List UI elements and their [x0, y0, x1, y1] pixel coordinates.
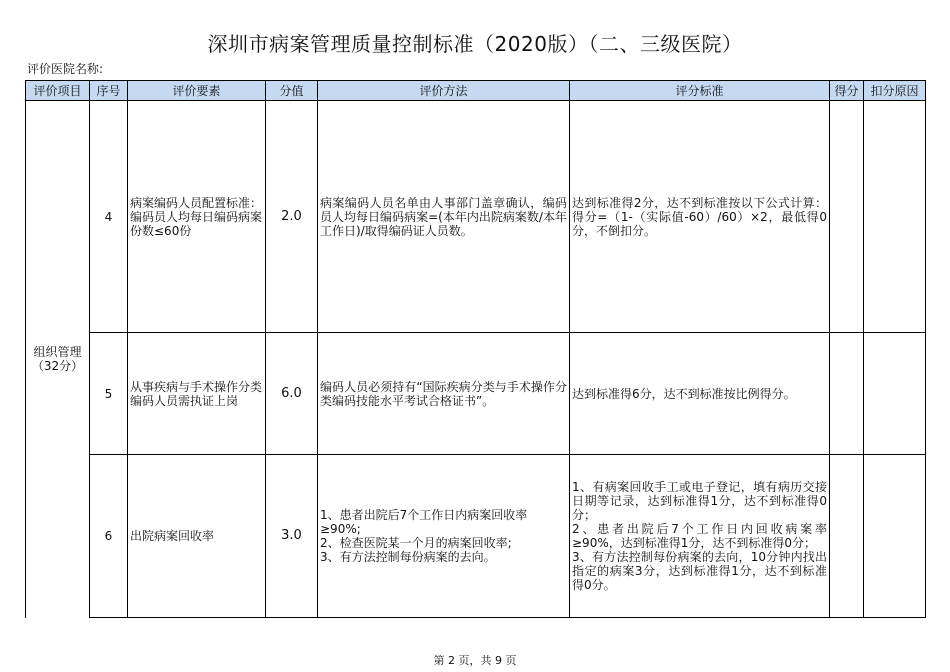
- row-element: 病案编码人员配置标准：编码员人均每日编码病案份数≤60份: [128, 101, 266, 333]
- row-method: 1、患者出院后7个工作日内病案回收率≥90%; 2、检查医院某一个月的病案回收率; 3、有方法控制每份病案的去向。: [318, 455, 570, 618]
- header-scoring-criteria: 评分标准: [570, 81, 830, 101]
- row-score: 6.0: [266, 333, 318, 455]
- header-obtained-score: 得分: [830, 81, 864, 101]
- header-score-value: 分值: [266, 81, 318, 101]
- header-evaluation-method: 评价方法: [318, 81, 570, 101]
- row-deduction-reason: [864, 333, 926, 455]
- row-deduction-reason: [864, 455, 926, 618]
- row-obtained-score: [830, 333, 864, 455]
- header-evaluation-element: 评价要素: [128, 81, 266, 101]
- row-method: 编码人员必须持有“国际疾病分类与手术操作分类编码技能水平考试合格证书”。: [318, 333, 570, 455]
- row-score: 3.0: [266, 455, 318, 618]
- hospital-name-label: 评价医院名称:: [27, 62, 104, 76]
- header-deduction-reason: 扣分原因: [864, 81, 926, 101]
- row-criteria: 1、有病案回收手工或电子登记，填有病历交接日期等记录，达到标准得1分，达不到标准得0分； 2、患者出院后7个工作日内回收病案率≥90%，达到标准得1分，达不到标准得0分； 3、有方法控制每份病案的去向，10分钟内找出指定的病案3分，达到标准得1分，达不到标准得0分。: [570, 455, 830, 618]
- row-element: 出院病案回收率: [128, 455, 266, 618]
- table-row: [26, 101, 926, 333]
- row-obtained-score: [830, 455, 864, 618]
- row-method: 病案编码人员名单由人事部门盖章确认，编码员人均每日编码病案=(本年内出院病案数/本年工作日)/取得编码证人员数。: [318, 101, 570, 333]
- row-criteria: 达到标准得2分，达不到标准按以下公式计算：得分=（1-（实际值-60）/60）×2，最低得0分，不倒扣分。: [570, 101, 830, 333]
- row-criteria: 达到标准得6分，达不到标准按比例得分。: [570, 333, 830, 455]
- evaluation-table: [25, 80, 926, 618]
- row-score: 2.0: [266, 101, 318, 333]
- row-number: 5: [90, 333, 128, 455]
- row-deduction-reason: [864, 101, 926, 333]
- row-number: 4: [90, 101, 128, 333]
- header-evaluation-item: 评价项目: [26, 81, 90, 101]
- page-footer: 第 2 页，共 9 页: [433, 654, 517, 667]
- header-serial-number: 序号: [90, 81, 128, 101]
- row-element: 从事疾病与手术操作分类编码人员需执证上岗: [128, 333, 266, 455]
- row-number: 6: [90, 455, 128, 618]
- table-row: [26, 333, 926, 455]
- row-obtained-score: [830, 101, 864, 333]
- table-row: [26, 455, 926, 618]
- table-header-row: [26, 81, 926, 101]
- page-title: 深圳市病案管理质量控制标准（2020版）（二、三级医院）: [207, 32, 743, 56]
- category-cell: 组织管理 （32分）: [26, 101, 90, 618]
